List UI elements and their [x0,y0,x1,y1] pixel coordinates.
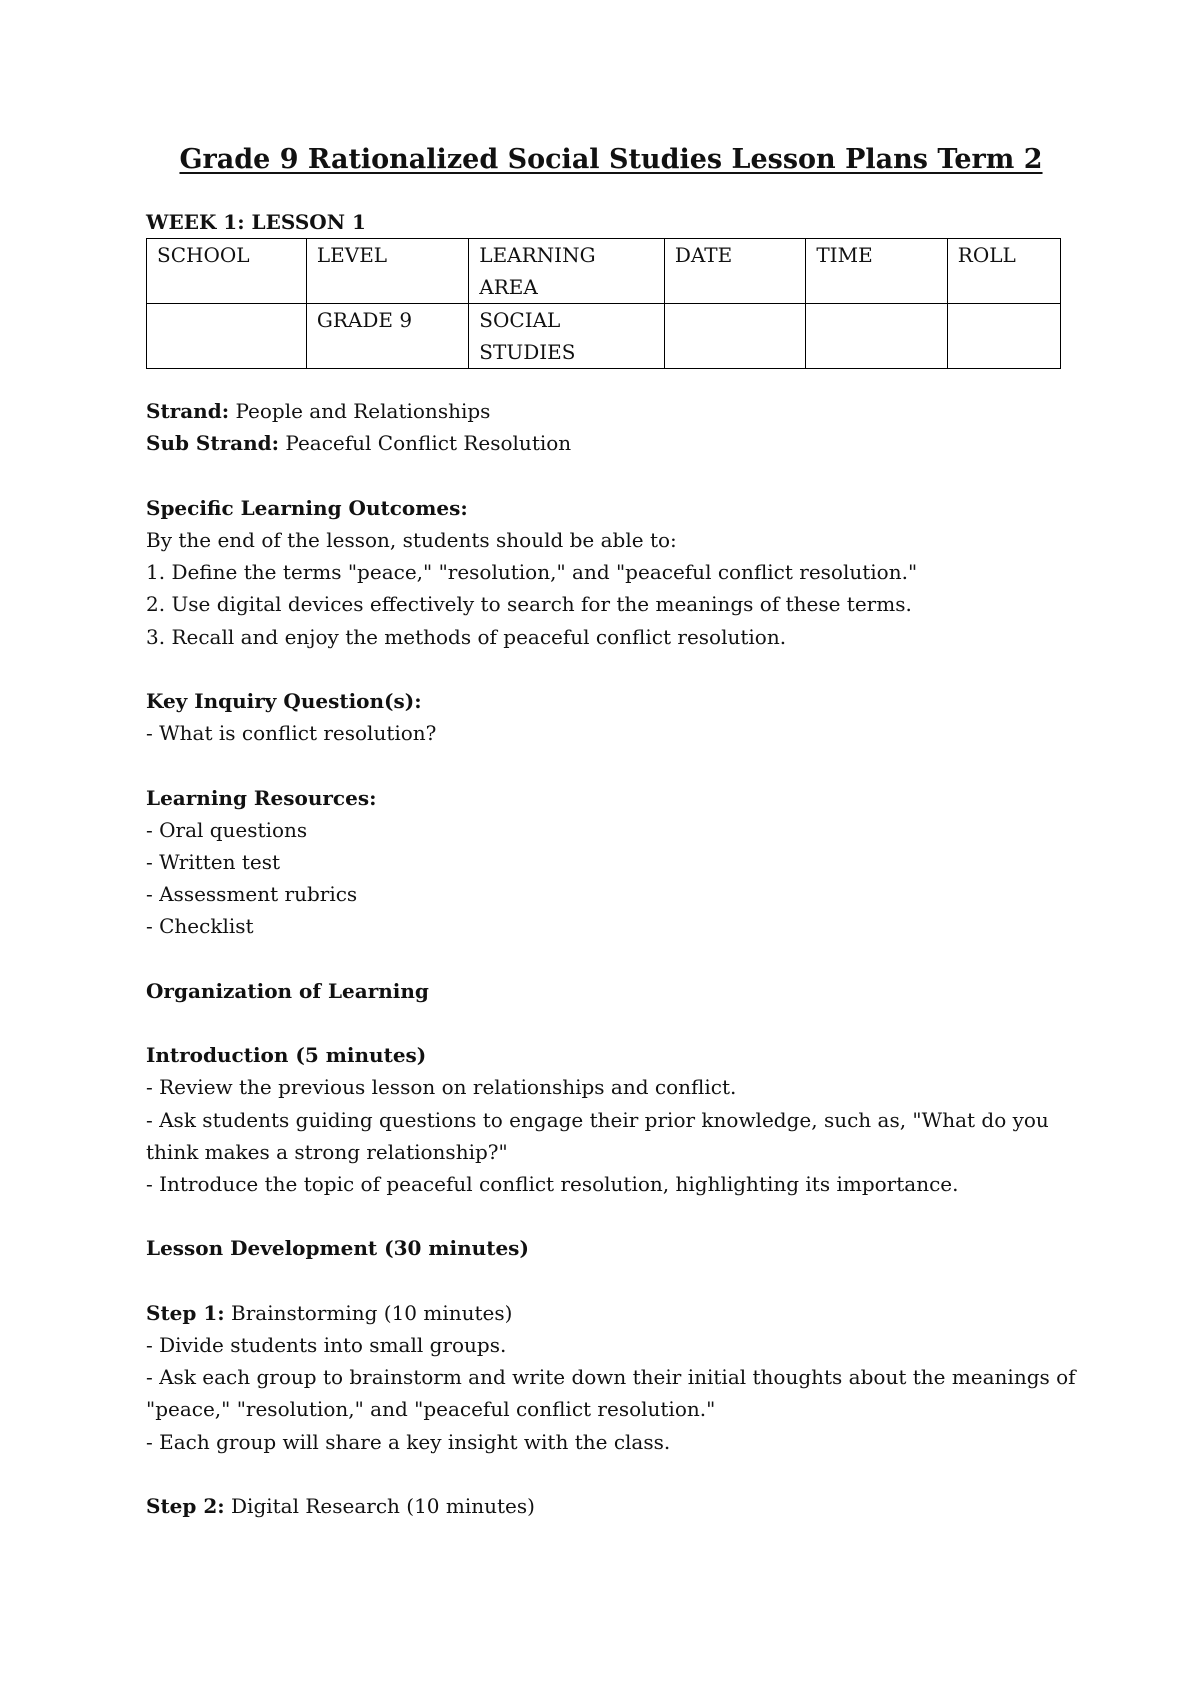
strand-label: Strand: [146,399,230,424]
table-row [147,304,1061,369]
table-cell: GRADE 9 [306,304,468,369]
table-header-cell: LEARNING AREA [469,239,665,304]
sub-strand-line [146,427,1076,459]
sub-strand-value: Peaceful Conflict Resolution [285,431,572,456]
document-page [146,140,1076,1522]
resources-heading: Learning Resources: [146,785,377,810]
table-cell [664,304,805,369]
organization-heading: Organization of Learning [146,978,429,1003]
inquiry-heading: Key Inquiry Question(s): [146,689,422,713]
table-cell [806,304,947,369]
list-item: 3. Recall and enjoy the methods of peaceful conflict resolution. [146,624,787,649]
list-item: - Written test [146,850,281,874]
outcomes-intro: By the end of the lesson, students should be able to: [146,528,677,552]
list-item: - Ask each group to brainstorm and write down their initial thoughts about the meanings of "peace," "resolution," and "peaceful conflict resolution." [146,1365,1076,1422]
list-item: - Oral questions [146,817,308,842]
list-item: - Review the previous lesson on relationships and conflict. [146,1075,737,1100]
table-header-cell: DATE [664,239,805,304]
step2-title: Digital Research (10 minutes) [231,1493,535,1518]
page-title: Grade 9 Rationalized Social Studies Lesson Plans Term 2 [179,144,1043,175]
list-item: - Divide students into small groups. [146,1332,507,1357]
table-header-row [147,239,1061,304]
step1-line [146,1297,1076,1329]
introduction-heading: Introduction (5 minutes) [146,1043,427,1068]
list-item: - Introduce the topic of peaceful conflict resolution, highlighting its importance. [146,1172,959,1196]
step2-line [146,1490,1076,1522]
table-header-cell: LEVEL [306,239,468,304]
list-item: - What is conflict resolution? [146,721,437,746]
step1-title: Brainstorming (10 minutes) [231,1300,513,1325]
list-item: - Assessment rubrics [146,882,358,907]
list-item: - Checklist [146,914,254,939]
step1-label: Step 1: [146,1300,225,1325]
strand-value: People and Relationships [235,399,491,424]
strand-line [146,395,1076,427]
table-header-cell: TIME [806,239,947,304]
sub-strand-label: Sub Strand: [146,431,280,456]
table-header-cell: ROLL [947,239,1060,304]
list-item: 1. Define the terms "peace," "resolution," and "peaceful conflict resolution." [146,560,918,585]
table-cell [947,304,1060,369]
week-lesson-label: WEEK 1: LESSON 1 [146,210,366,234]
list-item: - Each group will share a key insight with the class. [146,1429,671,1454]
outcomes-heading: Specific Learning Outcomes: [146,495,468,520]
list-item: - Ask students guiding questions to engage their prior knowledge, such as, "What do you think makes a strong relationship?" [146,1107,1049,1164]
step2-label: Step 2: [146,1493,225,1518]
development-heading: Lesson Development (30 minutes) [146,1236,529,1261]
table-cell: SOCIAL STUDIES [469,304,665,369]
list-item: 2. Use digital devices effectively to search for the meanings of these terms. [146,592,912,617]
table-cell [147,304,307,369]
lesson-info-table [146,238,1061,369]
table-header-cell: SCHOOL [147,239,307,304]
